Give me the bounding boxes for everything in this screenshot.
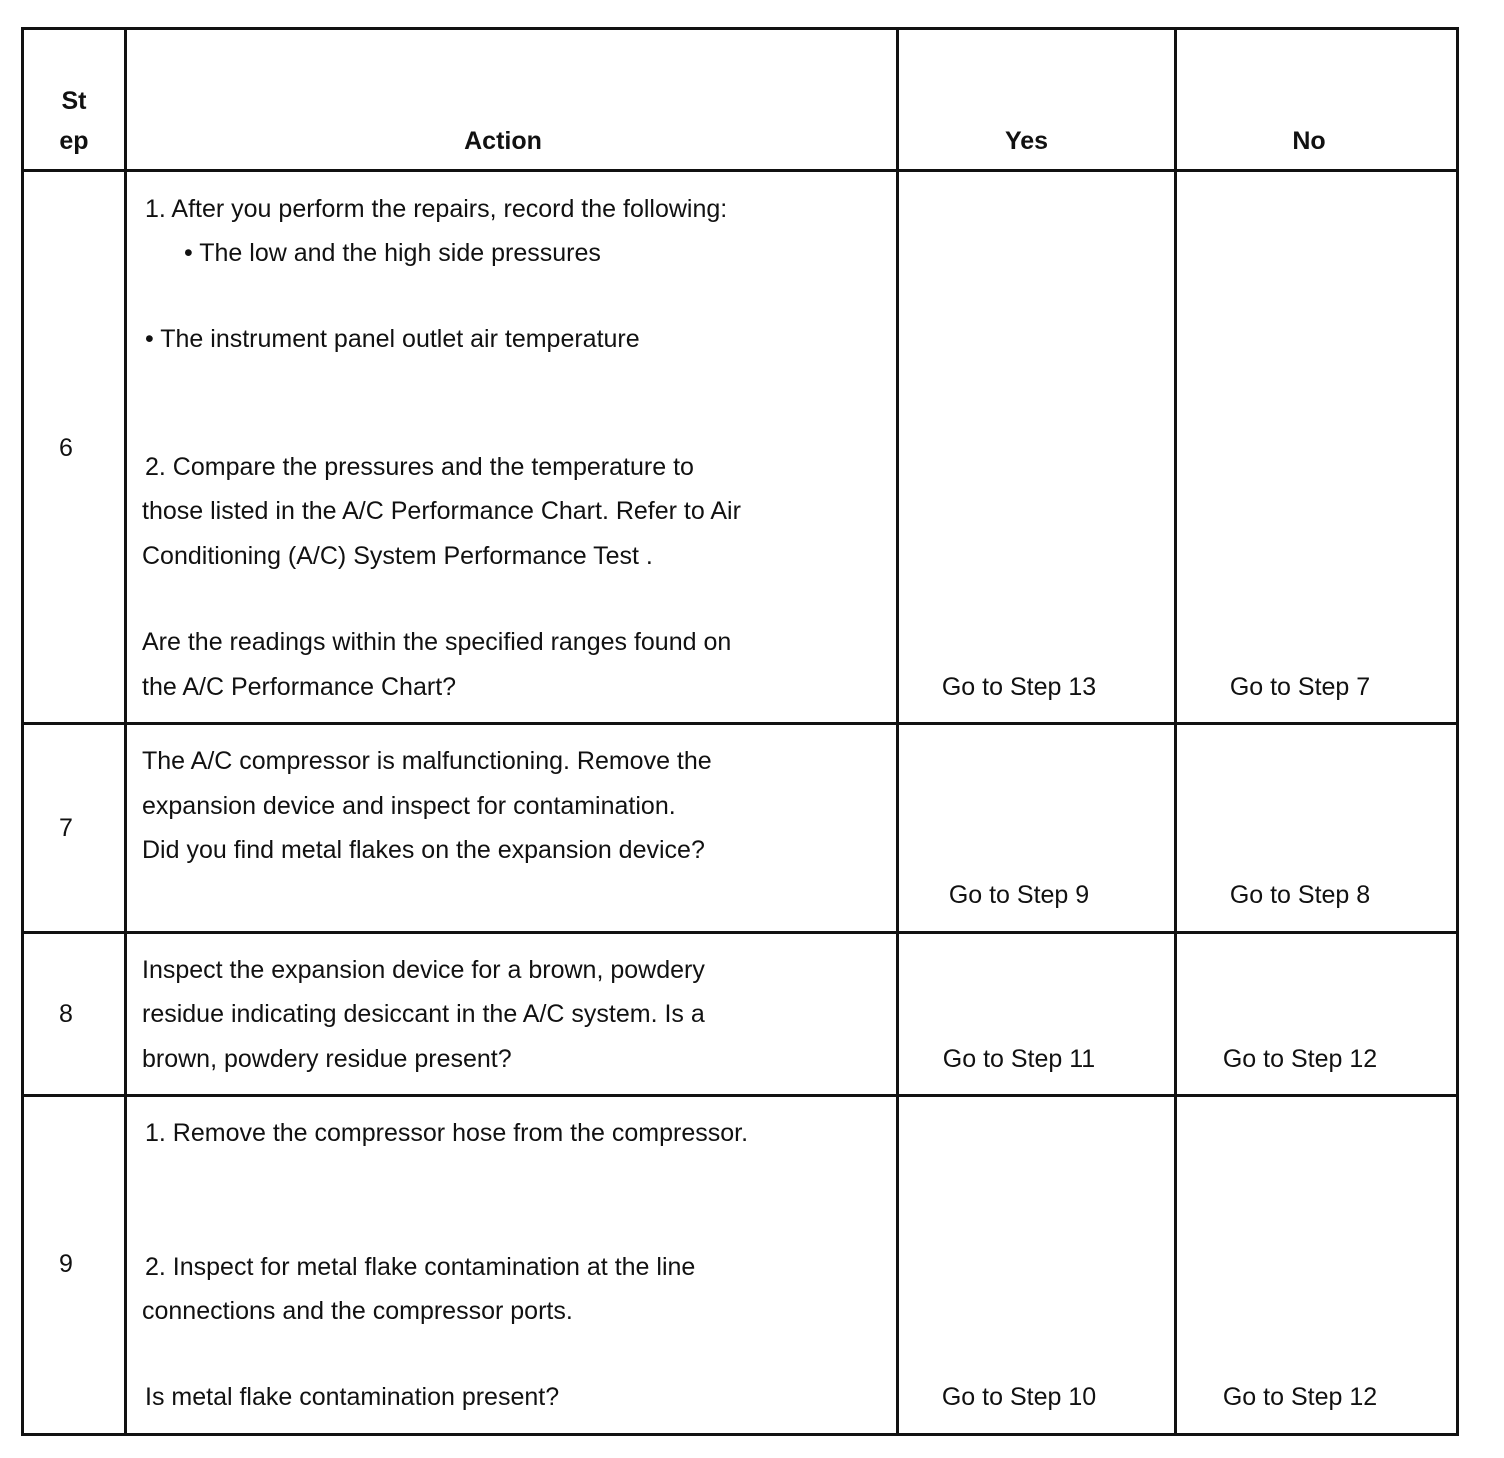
action-line: The A/C compressor is malfunctioning. Remove the: [142, 747, 712, 775]
column-divider: [896, 27, 899, 1436]
header-divider: [21, 169, 1459, 172]
step-number: 9: [59, 1250, 73, 1278]
action-line: Are the readings within the specified ranges found on: [142, 628, 732, 656]
header-no: No: [1292, 127, 1326, 155]
action-line: Inspect the expansion device for a brown, powdery: [142, 956, 705, 984]
header-step: [24, 86, 124, 156]
action-line: residue indicating desiccant in the A/C system. Is a: [142, 1000, 705, 1028]
row-divider: [21, 722, 1459, 725]
column-divider: [1174, 27, 1177, 1436]
no-cell: Go to Step 12: [1222, 1045, 1378, 1073]
yes-cell: Go to Step 13: [941, 673, 1097, 701]
action-line: Conditioning (A/C) System Performance Test .: [142, 542, 653, 570]
action-line: brown, powdery residue present?: [142, 1045, 512, 1073]
header-yes: Yes: [1004, 127, 1049, 155]
yes-cell: Go to Step 10: [941, 1383, 1097, 1411]
step-number: 6: [59, 434, 73, 462]
action-line: 2. Compare the pressures and the temperature to: [145, 453, 694, 481]
action-line: • The instrument panel outlet air temperature: [145, 325, 640, 353]
row-divider: [21, 1094, 1459, 1097]
action-line: • The low and the high side pressures: [184, 239, 601, 267]
yes-cell: Go to Step 11: [942, 1045, 1096, 1073]
action-line: those listed in the A/C Performance Chart. Refer to Air: [142, 497, 741, 525]
no-cell: Go to Step 7: [1229, 673, 1371, 701]
action-line: the A/C Performance Chart?: [142, 673, 457, 701]
header-step-line: ep: [59, 127, 89, 155]
table-border-left: [21, 27, 24, 1436]
action-line: Did you find metal flakes on the expansion device?: [142, 836, 705, 864]
no-cell: Go to Step 12: [1222, 1383, 1378, 1411]
no-cell: Go to Step 8: [1229, 881, 1371, 909]
action-line: 1. Remove the compressor hose from the compressor.: [145, 1119, 749, 1147]
action-line: 1. After you perform the repairs, record the following:: [145, 195, 728, 223]
step-number: 7: [59, 814, 73, 842]
action-line: expansion device and inspect for contamination.: [142, 792, 676, 820]
action-line: connections and the compressor ports.: [142, 1297, 573, 1325]
header-step-line: St: [61, 87, 87, 115]
action-line: 2. Inspect for metal flake contamination at the line: [145, 1253, 696, 1281]
yes-cell: Go to Step 9: [948, 881, 1090, 909]
action-line: Is metal flake contamination present?: [145, 1383, 560, 1411]
column-divider: [124, 27, 127, 1436]
header-action: Action: [464, 127, 542, 155]
step-number: 8: [59, 1000, 73, 1028]
row-divider: [21, 931, 1459, 934]
table-border-bottom: [21, 1433, 1459, 1436]
table-border-right: [1456, 27, 1459, 1436]
table-border-top: [21, 27, 1459, 30]
